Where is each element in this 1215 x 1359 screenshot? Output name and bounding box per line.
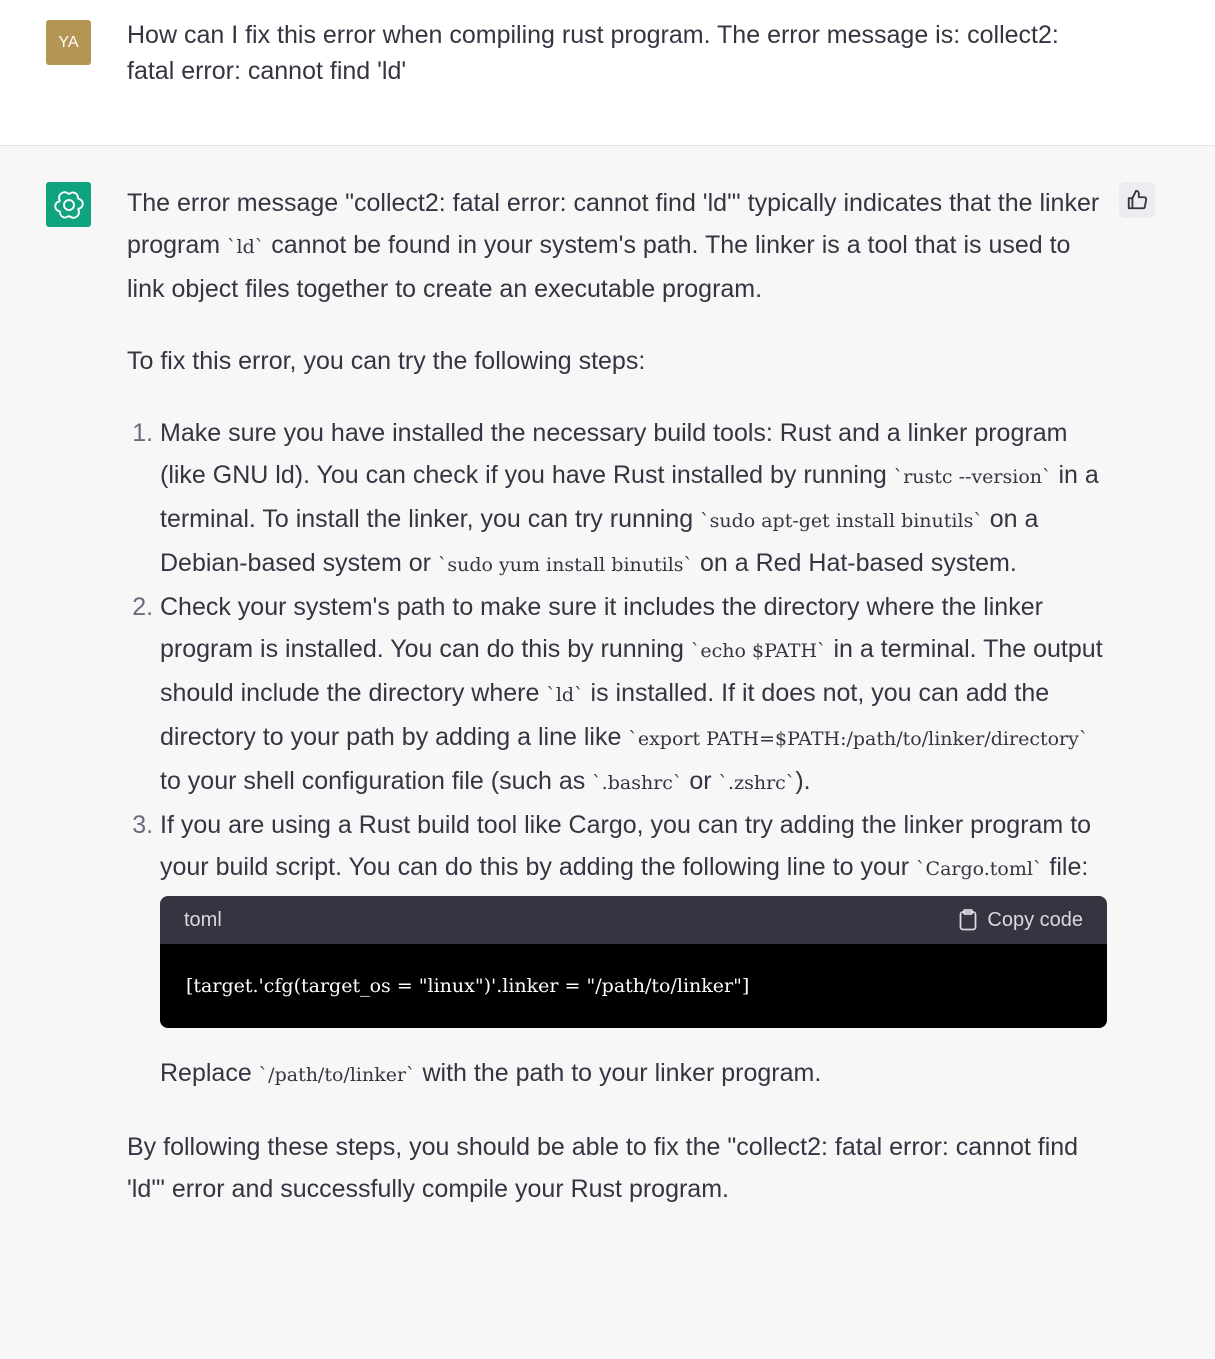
step-3: 3. If you are using a Rust build tool like Cargo, you can try adding the linker program to your build script. You can do this by adding the following line to your `Cargo.toml` file: toml Copy code [target.'cfg(target_os = "linux")'.linker = "/path/to/linker"] Replace `/path/to/linker` with the path to your linker program. bbox=[160, 804, 1107, 1096]
replace-note: Replace `/path/to/linker` with the path to your linker program. bbox=[160, 1059, 822, 1087]
code-language-label: toml bbox=[184, 909, 222, 931]
thumbs-up-button[interactable] bbox=[1119, 182, 1155, 218]
openai-logo-icon bbox=[54, 190, 84, 220]
copy-code-button[interactable]: Copy code bbox=[959, 899, 1083, 941]
code-block-header bbox=[160, 896, 1107, 944]
user-avatar-initials: YA bbox=[58, 33, 79, 51]
assistant-avatar bbox=[46, 182, 91, 227]
assistant-message-row bbox=[0, 146, 1215, 1359]
thumbs-up-icon bbox=[1126, 189, 1148, 211]
steps-list bbox=[127, 412, 1107, 1096]
code-content: [target.'cfg(target_os = "linux")'.linker = "/path/to/linker"] bbox=[160, 944, 1107, 1028]
assistant-message-body bbox=[127, 182, 1107, 1210]
user-avatar bbox=[46, 20, 91, 65]
steps-intro: To fix this error, you can try the following steps: bbox=[127, 347, 646, 375]
step-2: 2. Check your system's path to make sure it includes the directory where the linker program is installed. You can do this by running `echo $PATH` in a terminal. The output should include the directory where `ld` is installed. If it does not, you can add the directory to your path by adding a line like `export PATH=$PATH:/path/to/linker/directory` to your shell configuration file (such as `.bashrc` or `.zshrc`). bbox=[160, 586, 1107, 804]
inline-code: `ld` bbox=[227, 236, 265, 258]
clipboard-icon bbox=[959, 909, 977, 931]
user-message-text: How can I fix this error when compiling rust program. The error message is: collect2: fatal error: cannot find 'ld' bbox=[127, 21, 1059, 85]
step-1: 1. Make sure you have installed the necessary build tools: Rust and a linker program (like GNU ld). You can check if you have Rust installed by running `rustc --version` in a terminal. To install the linker, you can try running `sudo apt-get install binutils` on a Debian-based system or `sudo yum install binutils` on a Red Hat-based system. bbox=[160, 412, 1107, 586]
intro-paragraph: The error message "collect2: fatal error: cannot find 'ld'" typically indicates that the linker program `ld` cannot be found in your system's path. The linker is a tool that is used to link object files together to create an executable program. bbox=[127, 189, 1100, 303]
user-message-row bbox=[0, 0, 1215, 146]
code-block bbox=[160, 896, 1107, 1028]
conclusion-paragraph: By following these steps, you should be able to fix the "collect2: fatal error: cannot find 'ld'" error and successfully compile your Rust program. bbox=[127, 1133, 1079, 1203]
